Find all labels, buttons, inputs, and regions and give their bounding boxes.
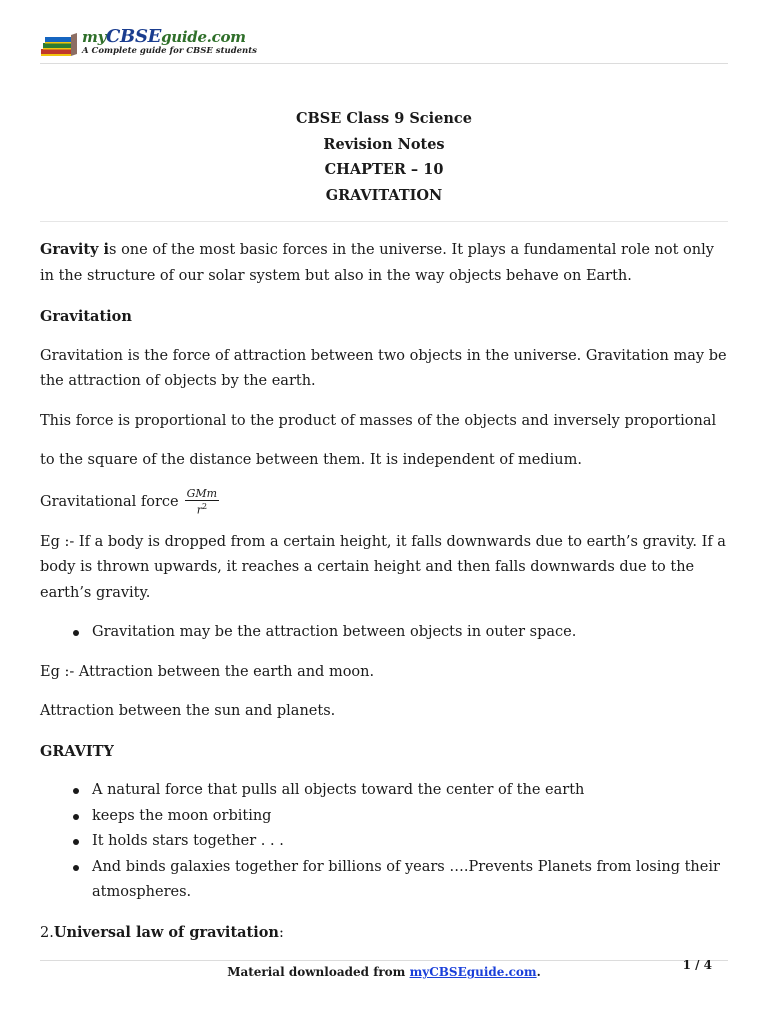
list-item: It holds stars together . . . [40, 829, 728, 855]
intro-paragraph: Gravity is one of the most basic forces in the universe. It plays a fundamental role not only in the structure of our solar system but also in the way objects behave on Earth. [40, 241, 714, 284]
formula-denominator: $r^2$ [196, 502, 208, 517]
logo-wordmark: myCBSEguide.com [82, 26, 246, 47]
gravitational-force-formula [40, 488, 728, 518]
footer-divider [40, 960, 728, 961]
site-logo[interactable] [40, 26, 257, 60]
page-number: 1 / 4 [682, 958, 712, 972]
title-divider [40, 221, 728, 222]
title-line-notes: Revision Notes [323, 135, 445, 153]
title-line-class: CBSE Class 9 Science [296, 110, 472, 127]
formula-numerator: GMm [186, 487, 218, 501]
list-item: keeps the moon orbiting [40, 804, 728, 830]
gravity-heading: GRAVITY [40, 742, 114, 760]
proportionality-paragraph: This force is proportional to the product of masses of the objects and inversely proportional to the square of the distance between them. It is independent of medium. [40, 412, 717, 468]
document-body [40, 237, 728, 960]
outer-space-list [40, 620, 728, 646]
document-header [40, 24, 728, 64]
books-logo-icon [40, 32, 78, 58]
formula-fraction [185, 488, 219, 517]
document-footer: Material downloaded from myCBSEguide.com. [227, 965, 541, 979]
list-item: And binds galaxies together for billions of years ….Prevents Planets from losing their atmospheres. [40, 855, 728, 906]
footer-text: Material downloaded from [227, 965, 410, 979]
example-sun-planets: Attraction between the sun and planets. [40, 703, 336, 719]
title-line-topic: GRAVITATION [325, 186, 443, 204]
formula-label: Gravitational force [40, 493, 179, 510]
logo-tagline: A Complete guide for CBSE students [82, 46, 257, 56]
gravitation-heading: Gravitation [40, 308, 132, 325]
title-line-chapter: CHAPTER – 10 [324, 161, 444, 178]
gravitation-definition: Gravitation is the force of attraction between two objects in the universe. Gravitation may be the attraction of objects by the earth. [40, 347, 727, 389]
gravity-list [40, 778, 728, 906]
list-item: A natural force that pulls all objects toward the center of the earth [40, 778, 728, 804]
document-title [0, 106, 768, 208]
example-earth-moon: Eg :- Attraction between the earth and moon. [40, 663, 375, 680]
footer-link[interactable]: myCBSEguide.com [409, 965, 537, 979]
universal-law-heading: 2.Universal law of gravitation: [40, 923, 284, 941]
list-item: Gravitation may be the attraction between objects in outer space. [40, 620, 728, 646]
example-falling-body: Eg :- If a body is dropped from a certain height, it falls downwards due to earth’s gravity. If a body is thrown upwards, it reaches a certain height and then falls downwards due to the earth’s gravity. [40, 533, 726, 601]
